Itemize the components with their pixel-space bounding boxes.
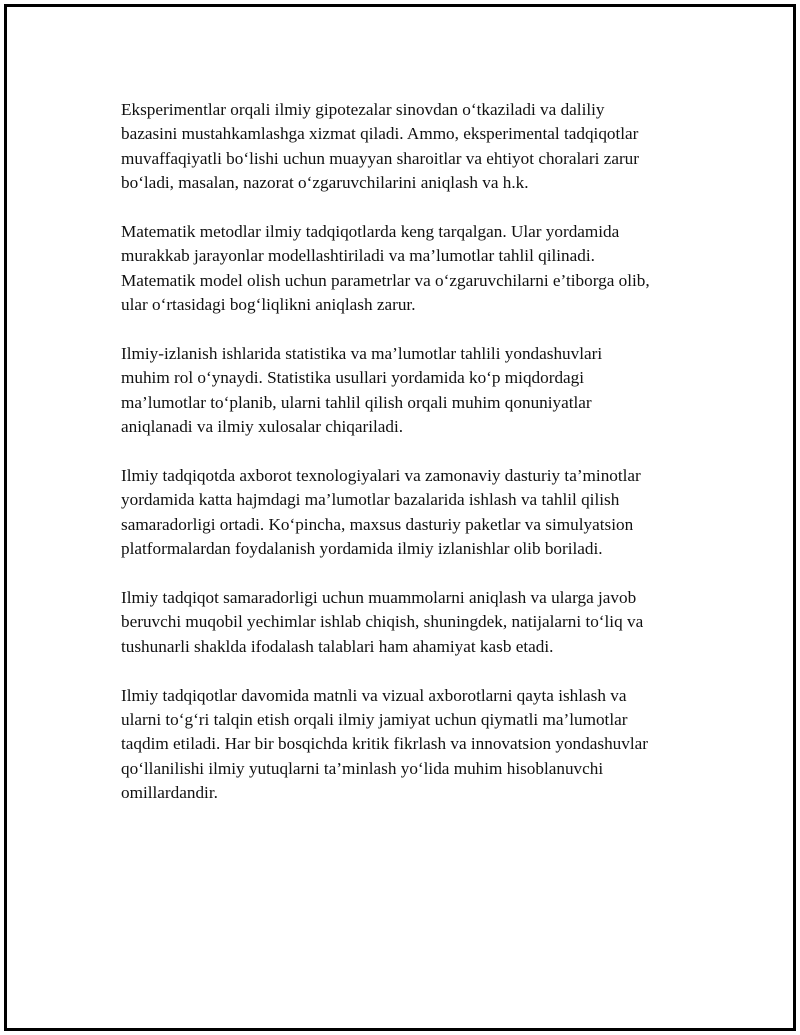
text-line: Matematik metodlar ilmiy tadqiqotlarda keng tarqalgan. Ular yordamida <box>121 222 620 242</box>
text-line: beruvchi muqobil yechimlar ishlab chiqish, shuningdek, natijalarni to‘liq va <box>121 612 644 632</box>
paragraph-1 <box>121 98 721 196</box>
text-line: taqdim etiladi. Har bir bosqichda kritik fikrlash va innovatsion yondashuvlar <box>121 734 648 754</box>
text-line: bazasini mustahkamlashga xizmat qiladi. Ammo, eksperimental tadqiqotlar <box>121 124 639 144</box>
document-body <box>121 98 721 830</box>
paragraph-6 <box>121 684 721 806</box>
text-line: samaradorligi ortadi. Ko‘pincha, maxsus dasturiy paketlar va simulyatsion <box>121 514 634 534</box>
paragraph-2 <box>121 220 721 318</box>
text-line: aniqlanadi va ilmiy xulosalar chiqariladi. <box>121 417 404 437</box>
text-line: omillardandir. <box>121 783 218 803</box>
text-line: ularni to‘g‘ri talqin etish orqali ilmiy jamiyat uchun qiymatli ma’lumotlar <box>121 710 628 730</box>
text-line: tushunarli shaklda ifodalash talablari ham ahamiyat kasb etadi. <box>121 636 554 656</box>
paragraph-5 <box>121 586 721 659</box>
paragraph-3 <box>121 342 721 440</box>
text-line: ma’lumotlar to‘planib, ularni tahlil qilish orqali muhim qonuniyatlar <box>121 392 592 412</box>
text-line: Ilmiy-izlanish ishlarida statistika va ma’lumotlar tahlili yondashuvlari <box>121 344 603 364</box>
text-line: murakkab jarayonlar modellashtiriladi va ma’lumotlar tahlil qilinadi. <box>121 246 595 266</box>
text-line: Ilmiy tadqiqotlar davomida matnli va vizual axborotlarni qayta ishlash va <box>121 685 627 705</box>
text-line: platformalardan foydalanish yordamida ilmiy izlanishlar olib boriladi. <box>121 539 603 559</box>
text-line: Eksperimentlar orqali ilmiy gipotezalar sinovdan o‘tkaziladi va daliliy <box>121 100 605 119</box>
page-frame <box>4 4 796 1031</box>
text-line: Matematik model olish uchun parametrlar va o‘zgaruvchilarni e’tiborga olib, <box>121 270 650 290</box>
text-line: Ilmiy tadqiqotda axborot texnologiyalari va zamonaviy dasturiy ta’minotlar <box>121 466 641 486</box>
text-line: bo‘ladi, masalan, nazorat o‘zgaruvchilarini aniqlash va h.k. <box>121 173 529 193</box>
text-line: muhim rol o‘ynaydi. Statistika usullari yordamida ko‘p miqdordagi <box>121 368 585 388</box>
paragraph-4 <box>121 464 721 562</box>
text-line: muvaffaqiyatli bo‘lishi uchun muayyan sharoitlar va ehtiyot choralari zarur <box>121 148 639 168</box>
text-line: ular o‘rtasidagi bog‘liqlikni aniqlash zarur. <box>121 295 416 315</box>
text-line: Ilmiy tadqiqot samaradorligi uchun muammolarni aniqlash va ularga javob <box>121 588 637 608</box>
text-line: yordamida katta hajmdagi ma’lumotlar bazalarida ishlash va tahlil qilish <box>121 490 620 510</box>
text-line: qo‘llanilishi ilmiy yutuqlarni ta’minlash yo‘lida muhim hisoblanuvchi <box>121 758 604 778</box>
